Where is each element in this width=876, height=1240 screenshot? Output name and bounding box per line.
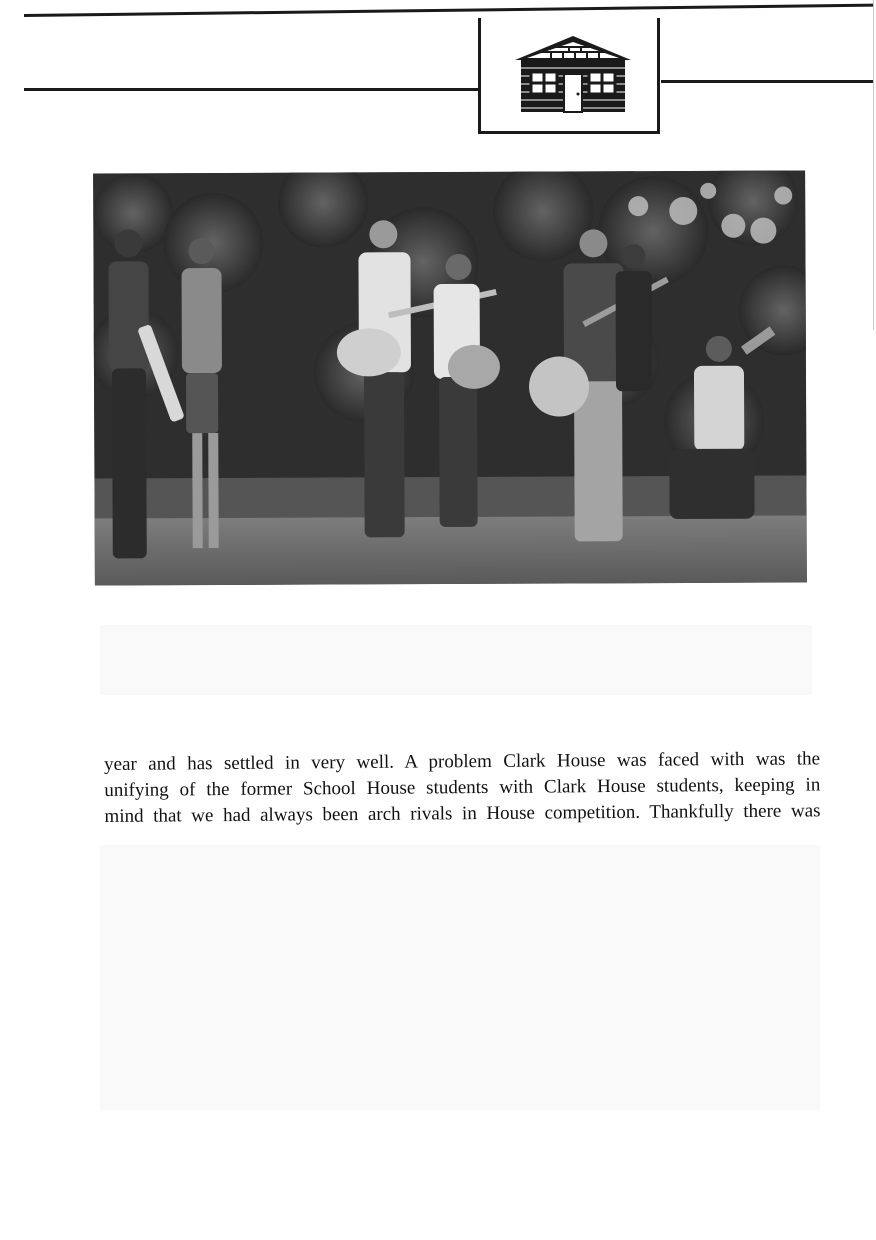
header-rule-left bbox=[24, 88, 479, 91]
house-icon bbox=[511, 34, 635, 114]
page-edge-line bbox=[873, 0, 874, 330]
faded-text-area bbox=[100, 845, 820, 1110]
body-line: mind that we had always been arch rivals in House competition. Thankfully there was bbox=[104, 800, 821, 827]
body-line: year and has settled in very well. A problem Clark House was faced with was the bbox=[104, 748, 821, 775]
header-rule-right bbox=[661, 80, 873, 83]
body-line: unifying of the former School House students with Clark House students, keeping in bbox=[104, 774, 821, 801]
header-rule-top bbox=[24, 4, 874, 17]
group-photo bbox=[93, 170, 807, 585]
house-logo-box bbox=[478, 18, 660, 134]
article-body-text bbox=[104, 746, 821, 830]
faded-text-area bbox=[100, 625, 812, 695]
